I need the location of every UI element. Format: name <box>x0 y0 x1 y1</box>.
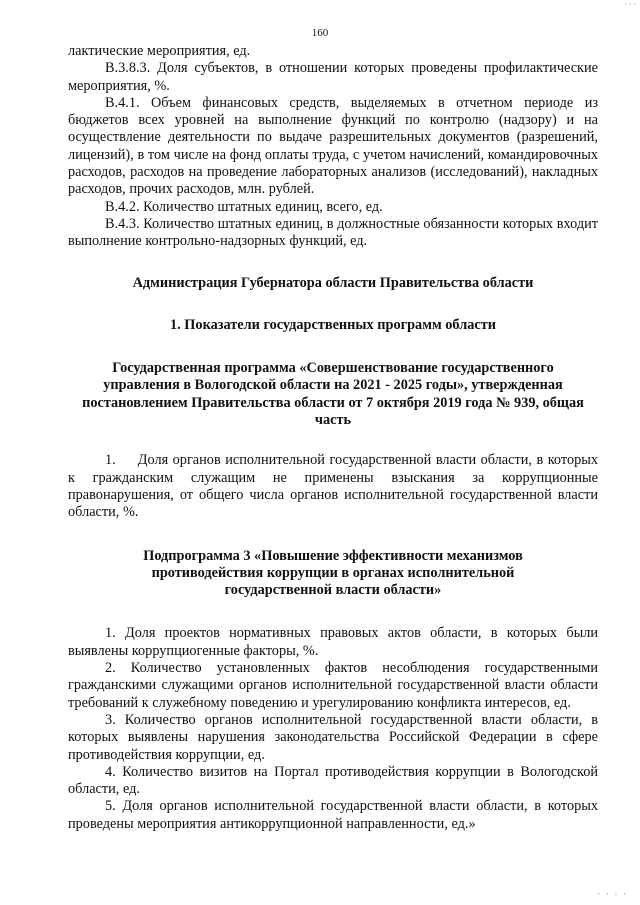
program-indicator-number: 1. <box>105 452 116 469</box>
indicator-b-4-3: В.4.3. Количество штатных единиц, в должностные обязанности которых входит выполнение контрольно-надзорных функций, ед. <box>68 215 598 250</box>
subprogram-indicator-1: 1. Доля проектов нормативных правовых актов области, в которых были выявлены коррупциогенные факторы, %. <box>68 625 598 659</box>
continued-paragraph: лактические мероприятия, ед. <box>68 43 251 59</box>
scan-mark-top: · · · <box>624 0 636 9</box>
program-indicator-text: Доля органов исполнительной государственной власти области, в которых к гражданским служащим не применены взыскания за коррупционные правонарушения, от общего числа органов исполнительной государственной власти области, %. <box>68 452 598 521</box>
program-title: Государственная программа «Совершенствование государственного управления в Вологодской области на 2021 - 2025 годы», утвержденная постановлением Правительства области от 7 октября 2019 года № 939, общая часть <box>82 360 584 429</box>
document-body <box>68 43 598 833</box>
subprogram-indicator-4: 4. Количество визитов на Портал противодействия коррупции в Вологодской области, ед. <box>68 763 598 798</box>
indicator-b-4-1: В.4.1. Объем финансовых средств, выделяемых в отчетном периоде из бюджетов всех уровней на выполнение функций по контролю (надзору) и на осуществление деятельности по выдаче разрешительных документов (разрешений, лицензий), в том числе на фонд оплаты труда, с учетом начислений, командировочных расходов, расходов на проведение лабораторных анализов (исследований), накладных расходов, прочих расходов, млн. рублей. <box>68 94 598 198</box>
section-title: Администрация Губернатора области Правительства области <box>132 274 534 291</box>
indicator-b-4-2: В.4.2. Количество штатных единиц, всего, ед. <box>105 198 383 215</box>
subprogram-indicator-3: 3. Количество органов исполнительной государственной власти области, в которых выявлены нарушения законодательства Российской Федерации в сфере противодействия коррупции, ед. <box>68 711 598 763</box>
subprogram-indicator-2: 2. Количество установленных фактов несоблюдения государственными гражданскими служащими органов исполнительной государственной власти области требований к служебному поведению и урегулированию конфликта интересов, ед. <box>68 660 598 711</box>
indicator-b-3-8-3: В.3.8.3. Доля субъектов, в отношении которых проведены профилактические мероприятия, %. <box>68 60 598 94</box>
subprogram-title: Подпрограмма 3 «Повышение эффективности механизмов противодействия коррупции в органах исполнительной государственной власти области» <box>143 547 523 599</box>
subprogram-indicator-5: 5. Доля органов исполнительной государственной власти области, в которых проведены мероприятия антикоррупционной направленности, ед.» <box>68 798 598 832</box>
program-indicator-1 <box>68 452 598 521</box>
scan-mark-bottom: · · · · <box>597 890 628 899</box>
page-number: 160 <box>311 27 329 39</box>
subsection-title: 1. Показатели государственных программ области <box>170 316 496 333</box>
